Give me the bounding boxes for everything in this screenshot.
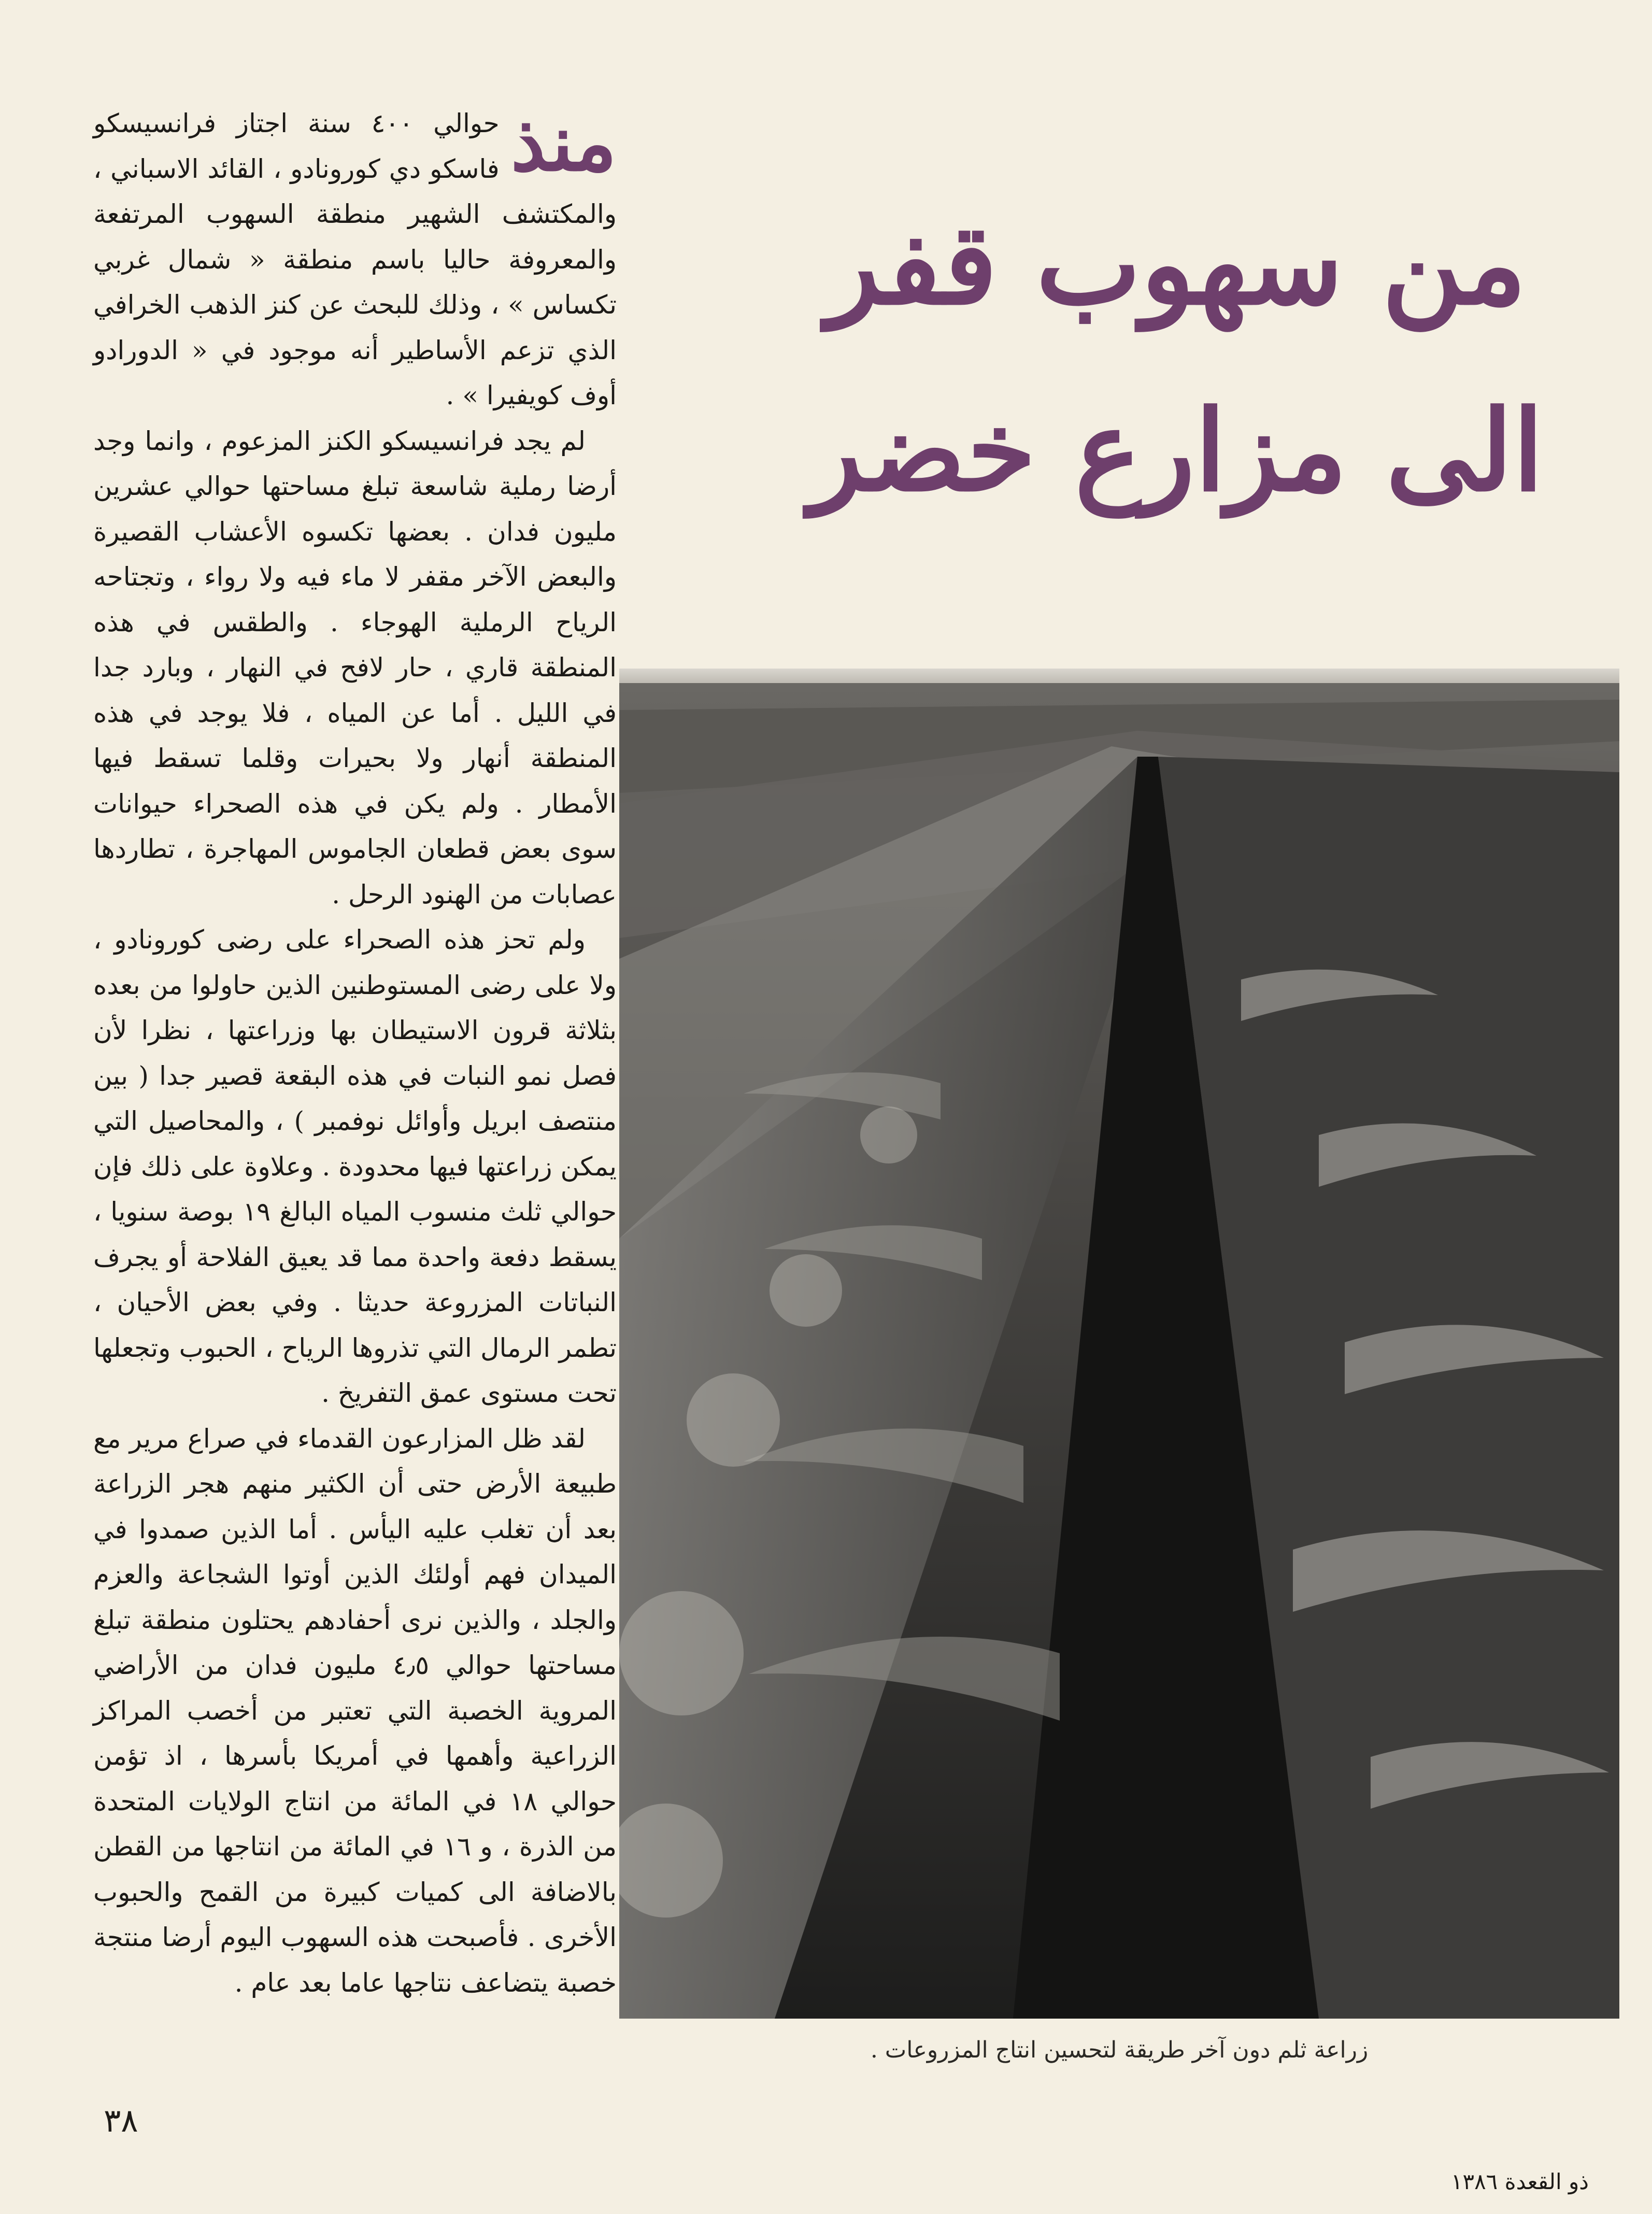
photo-caption: زراعة ثلم دون آخر طريقة لتحسين انتاج المزروعات .: [870, 2037, 1369, 2063]
title-line-2: الى مزارع خضر: [809, 385, 1544, 516]
drop-cap: منذ: [510, 97, 617, 189]
article-body: [93, 97, 617, 2055]
title-line-1: من سهوب قفر: [826, 198, 1527, 330]
article-paragraph-4: لقد ظل المزارعون القدماء في صراع مرير مع طبيعة الأرض حتى أن الكثير منهم هجر الزراعة بعد أن تغلب عليه اليأس . أما الذين صمدوا في الميدان فهم أولئك الذين أوتوا الشجاعة والعزم والجلد ، والذين نرى أحفادهم يحتلون منطقة تبلغ مساحتها حوالي ٤٫٥ مليون فدان من الأراضي المروية الخصبة التي تعتبر من أخصب المراكز الزراعية وأهمها في أمريكا بأسرها ، اذ تؤمن حوالي ١٨ في المائة من انتاج الولايات المتحدة من الذرة ، و ١٦ في المائة من انتاجها من القطن بالاضافة الى كميات كبيرة من القمح والحبوب الأخرى . فأصبحت هذه السهوب اليوم أرضا منتجة خصبة يتضاعف نتاجها عاما بعد عام .: [93, 1423, 617, 1998]
article-paragraph-1: منذ حوالي ٤٠٠ سنة اجتاز فرانسيسكو فاسكو دي كورونادو ، القائد الاسباني ، والمكتشف الشهير منطقة السهوب المرتفعة والمعروفة حاليا باسم منطقة « شمال غربي تكساس » ، وذلك للبحث عن كنز الذهب الخرافي الذي تزعم الأساطير أنه موجود في « الدورادو أوف كويفيرا » .: [93, 97, 617, 410]
page-number: ٣٨: [104, 2102, 138, 2139]
issue-date: ذو القعدة ١٣٨٦: [1451, 2169, 1589, 2194]
article-paragraph-3: ولم تحز هذه الصحراء على رضى كورونادو ، ولا على رضى المستوطنين الذين حاولوا من بعده بثلاثة قرون الاستيطان بها وزراعتها ، نظرا لأن فصل نمو النبات في هذه البقعة قصير جدا ( بين منتصف ابريل وأوائل نوفمبر ) ، والمحاصيل التي يمكن زراعتها فيها محدودة . وعلاوة على ذلك فإن حوالي ثلث منسوب المياه البالغ ١٩ بوصة سنويا ، يسقط دفعة واحدة مما قد يعيق الفلاحة أو يجرف النباتات المزروعة حديثا . وفي بعض الأحيان ، تطمر الرمال التي تذروها الرياح ، الحبوب وتجعلها تحت مستوى عمق التفريخ .: [93, 925, 617, 1408]
field-photo-illustration: [619, 669, 1619, 2019]
article-title: [720, 171, 1632, 565]
crop-field-photo: [619, 669, 1619, 2019]
article-paragraph-2: لم يجد فرانسيسكو الكنز المزعوم ، وانما وجد أرضا رملية شاسعة تبلغ مساحتها حوالي عشرين مليون فدان . بعضها تكسوه الأعشاب القصيرة والبعض الآخر مقفر لا ماء فيه ولا رواء ، وتجتاحه الرياح الرملية الهوجاء . والطقس في هذه المنطقة قاري ، حار لافح في النهار ، وبارد جدا في الليل . أما عن المياه ، فلا يوجد في هذه المنطقة أنهار ولا بحيرات وقلما تسقط فيها الأمطار . ولم يكن في هذه الصحراء حيوانات سوى بعض قطعان الجاموس المهاجرة ، تطاردها عصابات من الهنود الرحل .: [93, 425, 617, 910]
